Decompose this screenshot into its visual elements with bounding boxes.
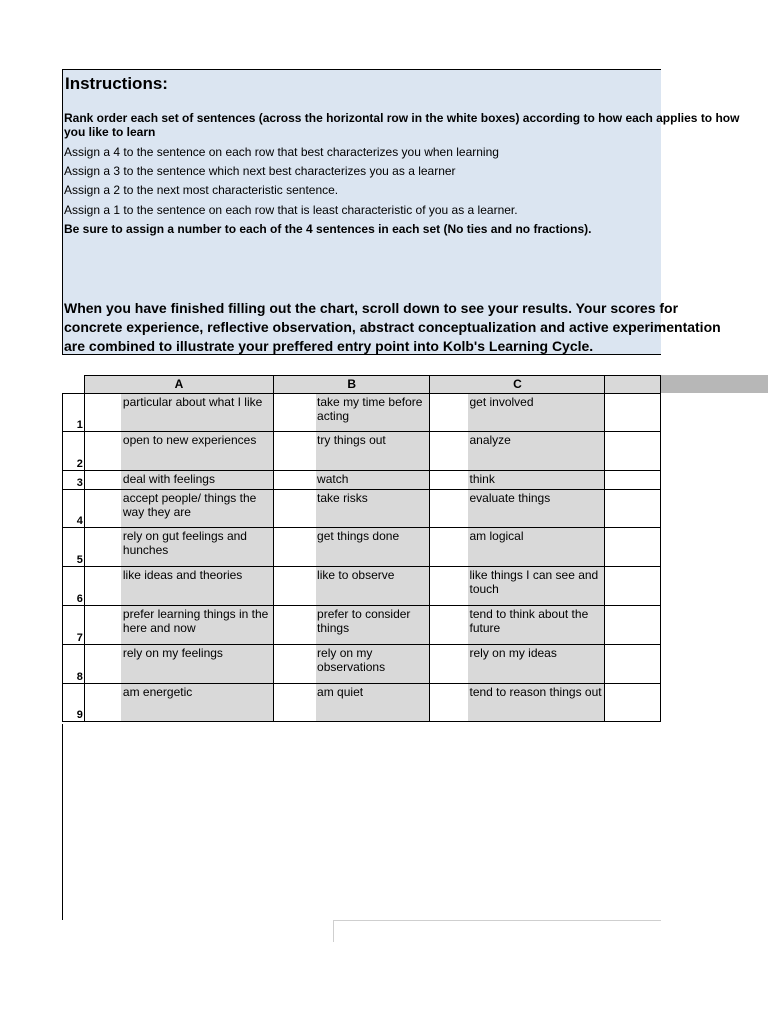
sentence-cell-c[interactable] xyxy=(430,490,605,528)
sentence-cell-c[interactable] xyxy=(430,528,605,567)
sentence-cell-b[interactable] xyxy=(274,606,430,645)
sentence-cell-c[interactable] xyxy=(430,432,605,471)
sentence-text: am logical xyxy=(469,529,524,543)
row-number: 6 xyxy=(63,567,85,606)
empty-box xyxy=(333,920,661,942)
instruction-line-1: Rank order each set of sentences (across the horizontal row in the white boxes) according to how each applies to how xyxy=(64,111,740,125)
sentence-cell-c[interactable] xyxy=(430,394,605,432)
sentence-text: deal with feelings xyxy=(122,472,215,486)
sentence-cell-a[interactable] xyxy=(84,606,273,645)
sentence-cell-a[interactable] xyxy=(84,490,273,528)
sentence-text: prefer learning things in the here and now xyxy=(122,607,269,635)
sentence-text: evaluate things xyxy=(469,491,551,505)
sentence-cell-c[interactable] xyxy=(430,471,605,490)
table-row xyxy=(63,684,661,722)
table-row xyxy=(63,567,661,606)
row-number: 9 xyxy=(63,684,85,722)
summary-line-1: When you have finished filling out the chart, scroll down to see your results. Your scores for xyxy=(64,300,679,316)
table-row xyxy=(63,490,661,528)
sentence-text: am energetic xyxy=(122,685,193,699)
rank-cell-d[interactable] xyxy=(605,645,661,684)
row-number: 5 xyxy=(63,528,85,567)
sentence-text: rely on my observations xyxy=(317,646,386,674)
sentence-cell-b[interactable] xyxy=(274,567,430,606)
sentence-text: am quiet xyxy=(317,685,364,699)
sentence-text: analyze xyxy=(469,433,511,447)
sentence-text: take risks xyxy=(317,491,368,505)
left-border-line xyxy=(62,724,63,920)
sentence-cell-c[interactable] xyxy=(430,684,605,722)
sentence-text: like to observe xyxy=(317,568,395,582)
summary-line-2: concrete experience, reflective observation, abstract conceptualization and active experimentation xyxy=(64,319,721,335)
sentence-cell-a[interactable] xyxy=(84,432,273,471)
sentence-cell-b[interactable] xyxy=(274,528,430,567)
rank-cell-d[interactable] xyxy=(605,567,661,606)
sentence-text: watch xyxy=(317,472,349,486)
table-row xyxy=(63,645,661,684)
sentence-text: particular about what I like xyxy=(122,395,263,409)
rank-cell-d[interactable] xyxy=(605,528,661,567)
sentence-cell-a[interactable] xyxy=(84,684,273,722)
instruction-line-2: you like to learn xyxy=(64,125,156,139)
row-number: 8 xyxy=(63,645,85,684)
sentence-cell-b[interactable] xyxy=(274,471,430,490)
rank-cell-d[interactable] xyxy=(605,471,661,490)
sentence-cell-c[interactable] xyxy=(430,606,605,645)
column-header-b: B xyxy=(274,376,430,394)
sentence-cell-b[interactable] xyxy=(274,432,430,471)
sentence-cell-a[interactable] xyxy=(84,394,273,432)
table-row xyxy=(63,471,661,490)
column-header-a: A xyxy=(84,376,273,394)
sentence-text: take my time before acting xyxy=(317,395,423,423)
row-number: 3 xyxy=(63,471,85,490)
sentence-cell-c[interactable] xyxy=(430,567,605,606)
corner-cell xyxy=(63,376,85,394)
ranking-grid xyxy=(62,375,661,724)
sentence-cell-a[interactable] xyxy=(84,471,273,490)
row-number: 7 xyxy=(63,606,85,645)
sentence-cell-a[interactable] xyxy=(84,528,273,567)
results-summary xyxy=(64,299,721,356)
sentence-text: accept people/ things the way they are xyxy=(122,491,257,519)
sentence-text: prefer to consider things xyxy=(317,607,411,635)
sentence-cell-a[interactable] xyxy=(84,645,273,684)
sentence-text: rely on my ideas xyxy=(469,646,557,660)
sentence-text: rely on my feelings xyxy=(122,646,223,660)
table-row xyxy=(63,528,661,567)
rank-cell-d[interactable] xyxy=(605,490,661,528)
instruction-line-5: Assign a 2 to the next most characteristic sentence. xyxy=(64,183,339,197)
horizontal-scrollbar[interactable] xyxy=(661,375,768,393)
sentence-cell-b[interactable] xyxy=(274,490,430,528)
sentence-text: try things out xyxy=(317,433,386,447)
ranking-table xyxy=(62,375,661,722)
sentence-cell-a[interactable] xyxy=(84,567,273,606)
sentence-cell-b[interactable] xyxy=(274,394,430,432)
instruction-line-4: Assign a 3 to the sentence which next best characterizes you as a learner xyxy=(64,164,456,178)
table-row xyxy=(63,394,661,432)
row-number: 2 xyxy=(63,432,85,471)
sentence-text: get things done xyxy=(317,529,400,543)
sentence-text: like ideas and theories xyxy=(122,568,243,582)
table-row xyxy=(63,432,661,471)
instructions-title: Instructions: xyxy=(65,74,168,93)
instruction-line-6: Assign a 1 to the sentence on each row that is least characteristic of you as a learner. xyxy=(64,203,518,217)
rank-cell-d[interactable] xyxy=(605,606,661,645)
rank-cell-d[interactable] xyxy=(605,432,661,471)
rank-cell-d[interactable] xyxy=(605,684,661,722)
sentence-text: like things I can see and touch xyxy=(469,568,599,596)
summary-line-3: are combined to illustrate your preffered entry point into Kolb's Learning Cycle. xyxy=(64,338,594,354)
table-row xyxy=(63,606,661,645)
sentence-cell-b[interactable] xyxy=(274,684,430,722)
sentence-text: open to new experiences xyxy=(122,433,257,447)
column-header-c: C xyxy=(430,376,605,394)
instructions-panel xyxy=(62,69,740,355)
sentence-text: get involved xyxy=(469,395,534,409)
sentence-text: tend to reason things out xyxy=(469,685,602,699)
instruction-line-7: Be sure to assign a number to each of the 4 sentences in each set (No ties and no fractions). xyxy=(64,222,592,236)
row-number: 4 xyxy=(63,490,85,528)
instruction-line-3: Assign a 4 to the sentence on each row that best characterizes you when learning xyxy=(64,145,499,159)
sentence-cell-b[interactable] xyxy=(274,645,430,684)
sentence-text: rely on gut feelings and hunches xyxy=(122,529,247,557)
sentence-text: tend to think about the future xyxy=(469,607,589,635)
row-number: 1 xyxy=(63,394,85,432)
sentence-cell-c[interactable] xyxy=(430,645,605,684)
rank-cell-d[interactable] xyxy=(605,394,661,432)
column-header-d xyxy=(605,376,661,394)
sentence-text: think xyxy=(469,472,495,486)
